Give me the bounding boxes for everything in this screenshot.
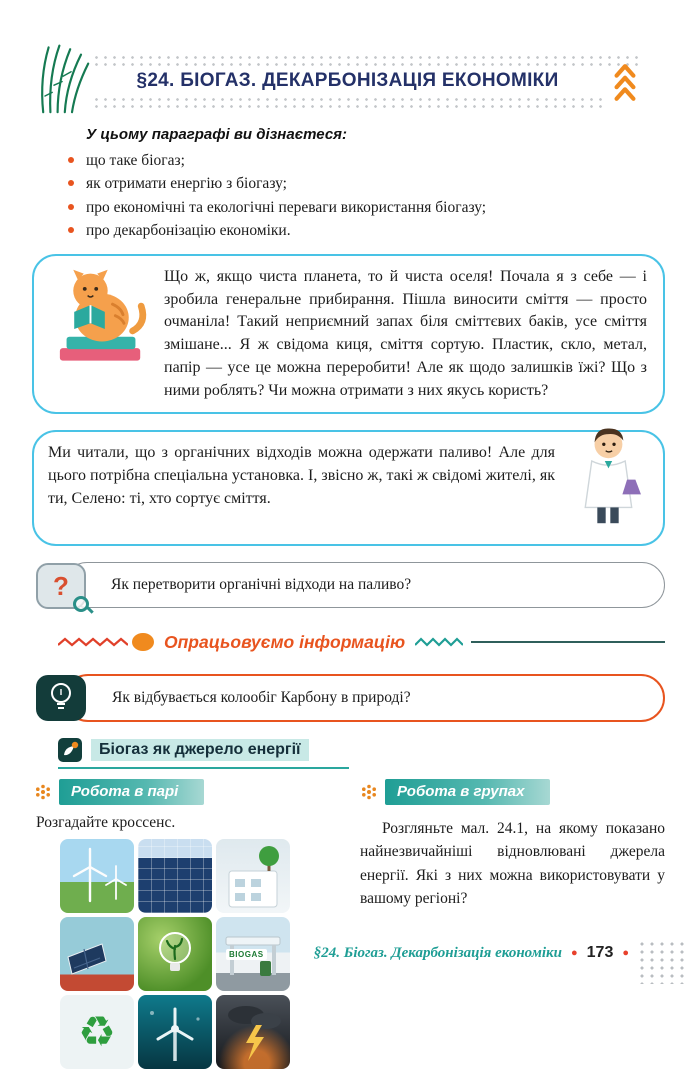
- image-wind-turbines: [60, 839, 134, 913]
- list-item: про економічні та екологічні переваги використання біогазу;: [62, 196, 655, 219]
- biogas-section-title: Біогаз як джерело енергії: [91, 739, 309, 761]
- dotted-divider-top: [92, 54, 640, 67]
- pair-work-title: Робота в парі: [59, 779, 204, 805]
- list-item: як отримати енергію з біогазу;: [62, 172, 655, 195]
- red-dot-icon: ●: [622, 946, 629, 959]
- footer-dots-decoration: [637, 940, 687, 970]
- cat-speech-bubble: [32, 254, 665, 414]
- question-box-row: [36, 562, 665, 610]
- group-work-title: Робота в групах: [385, 779, 550, 805]
- image-storm-clouds: [216, 995, 290, 1069]
- image-recycling-symbol: [60, 995, 134, 1069]
- boy-character-illustration: [563, 422, 653, 534]
- process-underline: [471, 641, 665, 644]
- intro-section: [62, 126, 655, 242]
- page-title: §24. БІОГАЗ. ДЕКАРБОНІЗАЦІЯ ЕКОНОМІКИ: [136, 70, 559, 91]
- page-number: 173: [586, 944, 614, 961]
- dots-flower-icon: [34, 783, 52, 801]
- dots-flower-icon: [360, 783, 378, 801]
- boy-speech-bubble: [32, 430, 665, 546]
- question-text-box: Як перетворити органічні відходи на паливо?: [64, 562, 665, 608]
- image-underwater-turbine: [138, 995, 212, 1069]
- red-dot-icon: ●: [570, 946, 578, 959]
- group-work-header: [360, 779, 665, 805]
- magnifier-lens-icon: [73, 596, 89, 612]
- teal-zigzag-icon: [415, 636, 463, 648]
- question-text-box: Як відбувається колообіг Карбону в природі?: [64, 674, 665, 722]
- lightbulb-icon: [36, 675, 86, 721]
- list-item: про декарбонізацію економіки.: [62, 219, 655, 242]
- intro-list: [62, 149, 655, 242]
- footer-chapter-title: §24. Біогаз. Декарбонізація економіки: [313, 944, 562, 961]
- process-info-header: [58, 626, 665, 658]
- biogas-sign-text: BIOGAS: [226, 949, 267, 960]
- dotted-divider-bottom: [92, 96, 607, 109]
- page-footer: [0, 944, 629, 962]
- page-header: [0, 0, 695, 118]
- recycle-glyph: ♻: [78, 1007, 116, 1057]
- list-item: що таке біогаз;: [62, 149, 655, 172]
- question-mark-glyph: ?: [53, 570, 69, 601]
- cat-dialog-text: Що ж, якщо чиста планета, то й чиста оселя! Почала я з себе — і зробила генеральне прибирання. Пішла виносити сміття — просто очманіла! Такий неприємний запах біля сміттєвих баків, усе сміття змішане... Я ж свідома киця, сміття сортую. Пластик, скло, метал, папір — усе це можна переробити! Але як щодо залишків їжі? Що з ними роблять? Чи можна отримати з них якусь користь?: [164, 268, 647, 399]
- image-tree-building: [216, 839, 290, 913]
- magnifier-question-icon: [36, 563, 86, 609]
- chevron-up-icon: [613, 62, 637, 109]
- red-zigzag-icon: [58, 636, 128, 648]
- pair-task-text: Розгадайте кроссенс.: [36, 814, 176, 832]
- intro-heading: У цьому параграфі ви дізнаєтеся:: [86, 126, 347, 143]
- orange-dot-icon: [132, 633, 154, 651]
- leaf-logo-icon: [58, 738, 82, 762]
- group-work-column: [360, 779, 665, 1069]
- group-task-text: Розгляньте мал. 24.1, на якому показано найнезвичайніші відновлювані джерела енергії. Які з них можна використовувати у вашому регіоні?: [360, 820, 665, 907]
- corner-dots-decoration: [637, 972, 687, 984]
- pair-work-header: [34, 779, 336, 805]
- cat-character-illustration: [48, 264, 154, 382]
- process-info-title: Опрацьовуємо інформацію: [164, 631, 406, 652]
- pair-work-column: [34, 779, 336, 1069]
- work-columns: [34, 779, 665, 1069]
- boy-dialog-text: Ми читали, що з органічних відходів можна одержати паливо! Але для цього потрібна спеціальна установка. І, звісно ж, такі ж свідомі жителі, як ти, Селено: ті, хто сортує сміття.: [48, 444, 555, 507]
- biogas-section-header: [58, 738, 349, 769]
- question-box-row: [36, 674, 665, 722]
- image-solar-panels: [138, 839, 212, 913]
